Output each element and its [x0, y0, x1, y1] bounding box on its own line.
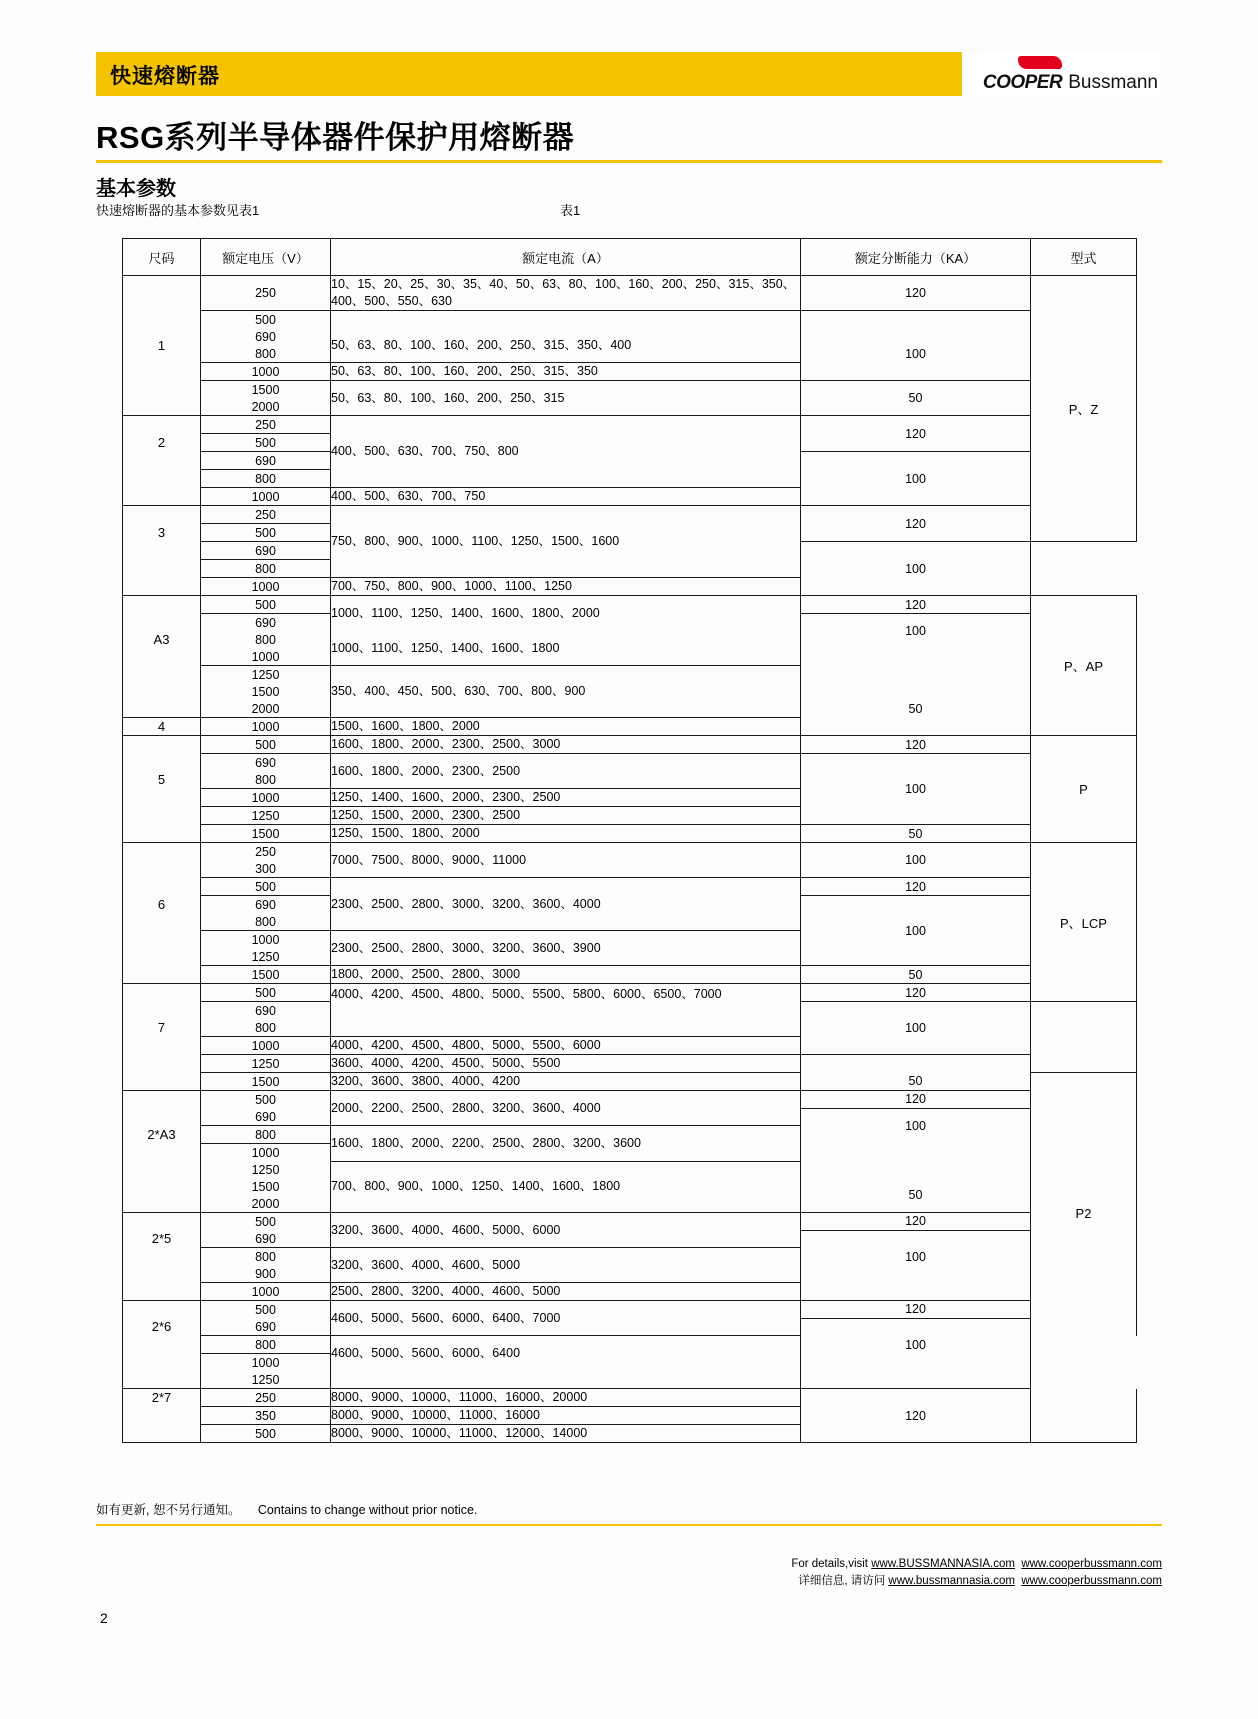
- cell-size: [123, 789, 201, 807]
- cell-voltage: 690: [201, 1230, 331, 1248]
- cell-size: [123, 666, 201, 684]
- cell-size: [123, 913, 201, 931]
- cell-current: 3200、3600、4000、4600、5000、6000: [331, 1213, 801, 1248]
- header-category: 快速熔断器: [110, 65, 220, 88]
- cell-voltage: 500: [201, 1213, 331, 1231]
- cell-current: 8000、9000、10000、11000、12000、14000: [331, 1425, 801, 1443]
- cell-current: 750、800、900、1000、1100、1250、1500、1600: [331, 506, 801, 578]
- cell-size: [123, 1336, 201, 1354]
- footer-note: [96, 1500, 477, 1518]
- cell-current: 3200、3600、4000、4600、5000: [331, 1248, 801, 1283]
- cell-voltage: 800: [201, 1248, 331, 1266]
- cell-voltage: 800: [201, 560, 331, 578]
- cell-voltage: 250: [201, 1389, 331, 1407]
- cell-current: [331, 311, 801, 329]
- header-type: 型式: [1031, 239, 1137, 276]
- cell-breaking: 100: [801, 1108, 1031, 1144]
- cell-breaking: [801, 1144, 1031, 1179]
- cell-size: [123, 1425, 201, 1443]
- cell-voltage: 500: [201, 736, 331, 754]
- cell-current: 1600、1800、2000、2300、2500、3000: [331, 736, 801, 754]
- cell-current: 2300、2500、2800、3000、3200、3600、3900: [331, 931, 801, 966]
- cell-type: [1031, 1389, 1137, 1443]
- cell-size: [123, 683, 201, 700]
- section-heading: 基本参数: [96, 178, 176, 200]
- header-current: 额定电流（A）: [331, 239, 801, 276]
- cell-voltage: 1250: [201, 948, 331, 966]
- cell-voltage: 1000: [201, 1354, 331, 1372]
- cell-voltage: 690: [201, 542, 331, 560]
- table-row: [123, 1301, 1137, 1319]
- cell-breaking: 100: [801, 1002, 1031, 1055]
- cell-size: [123, 1371, 201, 1389]
- cell-type: P: [1031, 736, 1137, 843]
- cell-size: [123, 363, 201, 416]
- table-row: [123, 1213, 1137, 1231]
- cell-size: [123, 1055, 201, 1073]
- cell-current: 7000、7500、8000、9000、11000: [331, 843, 801, 878]
- table-row: [123, 1283, 1137, 1301]
- cell-current: 3200、3600、3800、4000、4200: [331, 1073, 801, 1091]
- cell-size: [123, 1354, 201, 1372]
- cell-voltage: 500: [201, 596, 331, 614]
- cell-breaking: [801, 1371, 1031, 1389]
- page-title: RSG系列半导体器件保护用熔断器: [96, 120, 575, 155]
- cell-voltage: 500: [201, 1425, 331, 1443]
- cell-current: 10、15、20、25、30、35、40、50、63、80、100、160、200、250、315、350、400、500、550、630: [331, 276, 801, 311]
- cell-voltage: 1250: [201, 807, 331, 825]
- cell-voltage: 2000: [201, 398, 331, 416]
- cell-current: 1500、1600、1800、2000: [331, 718, 801, 736]
- cell-breaking: 50: [801, 1073, 1031, 1091]
- cell-current: 4000、4200、4500、4800、5000、5500、6000: [331, 1037, 801, 1055]
- cell-size: 2*6: [123, 1318, 201, 1336]
- cell-size: [123, 754, 201, 772]
- cell-breaking: 120: [801, 736, 1031, 754]
- cell-voltage: 1000: [201, 931, 331, 949]
- cell-size: [123, 1073, 201, 1091]
- cell-voltage: 1500: [201, 1073, 331, 1091]
- cell-voltage: 690: [201, 754, 331, 772]
- cell-voltage: 800: [201, 771, 331, 789]
- footer-details-label: For details,visit: [791, 1558, 872, 1570]
- cell-current: 400、500、630、700、750、800: [331, 416, 801, 488]
- table-row: [123, 754, 1137, 772]
- cooper-swoosh-icon: [1018, 56, 1062, 69]
- cell-current: 350、400、450、500、630、700、800、900: [331, 666, 801, 718]
- table-row: [123, 1091, 1137, 1109]
- table-row: [123, 596, 1137, 614]
- cell-size: [123, 1283, 201, 1301]
- cell-size: [123, 700, 201, 718]
- cell-voltage: 800: [201, 913, 331, 931]
- cell-current: 1800、2000、2500、2800、3000: [331, 966, 801, 984]
- cell-voltage: 690: [201, 328, 331, 345]
- cell-breaking: [801, 311, 1031, 329]
- cell-current: 50、63、80、100、160、200、250、315、350: [331, 363, 801, 381]
- cell-current: 1000、1100、1250、1400、1600、1800: [331, 631, 801, 666]
- footer-links-line-en: [791, 1556, 1162, 1573]
- cell-voltage: 500: [201, 1301, 331, 1319]
- cell-type: P、Z: [1031, 276, 1137, 542]
- table-row: [123, 984, 1137, 1002]
- table-row: [123, 1389, 1137, 1407]
- cell-breaking: 100: [801, 328, 1031, 381]
- cell-voltage: 250: [201, 843, 331, 861]
- cell-size: [123, 878, 201, 896]
- cell-voltage: 690: [201, 1002, 331, 1020]
- cell-size: 2*A3: [123, 1126, 201, 1144]
- cell-breaking: [801, 648, 1031, 683]
- cell-size: [123, 825, 201, 843]
- cell-voltage: 250: [201, 506, 331, 524]
- footer-link-cooperbussmann-cn[interactable]: www.cooperbussmann.com: [1021, 1575, 1162, 1588]
- cell-voltage: 1000: [201, 789, 331, 807]
- cell-voltage: 300: [201, 860, 331, 878]
- cell-size: [123, 560, 201, 578]
- cooper-bussmann-logo: [962, 52, 1162, 96]
- cell-voltage: 800: [201, 631, 331, 648]
- cell-size: 7: [123, 1019, 201, 1037]
- cell-voltage: 1500: [201, 825, 331, 843]
- cell-type: P、LCP: [1031, 843, 1137, 1002]
- cell-breaking: 50: [801, 825, 1031, 843]
- cell-breaking: 120: [801, 506, 1031, 542]
- cell-size: A3: [123, 631, 201, 648]
- cell-size: [123, 488, 201, 506]
- cell-size: 2*5: [123, 1230, 201, 1248]
- cell-voltage: 500: [201, 1091, 331, 1109]
- cell-size: [123, 1265, 201, 1283]
- cell-breaking: 50: [801, 966, 1031, 984]
- cell-size: [123, 452, 201, 470]
- cell-current: 2000、2200、2500、2800、3200、3600、4000: [331, 1091, 801, 1126]
- cell-size: [123, 843, 201, 861]
- cell-type: [1031, 1073, 1137, 1091]
- footer-details-label-cn: 详细信息, 请访问: [798, 1575, 889, 1588]
- cell-breaking: 50: [801, 683, 1031, 736]
- cell-size: [123, 542, 201, 560]
- footer-link-cooperbussmann-en[interactable]: www.cooperbussmann.com: [1021, 1558, 1162, 1570]
- cell-size: 6: [123, 896, 201, 914]
- cell-voltage: 1000: [201, 363, 331, 381]
- cell-voltage: 690: [201, 452, 331, 470]
- cell-voltage: 800: [201, 1126, 331, 1144]
- cell-voltage: 800: [201, 345, 331, 363]
- cell-size: [123, 578, 201, 596]
- cell-size: [123, 596, 201, 614]
- cell-type: P、AP: [1031, 596, 1137, 736]
- section-subheading: 快速熔断器的基本参数见表1: [96, 203, 260, 218]
- table-row: [123, 1055, 1137, 1073]
- cell-breaking: 120: [801, 416, 1031, 452]
- footer-divider: [96, 1524, 1162, 1526]
- cell-voltage: 1250: [201, 1371, 331, 1389]
- cell-current: 700、800、900、1000、1250、1400、1600、1800: [331, 1161, 801, 1213]
- cell-size: [123, 276, 201, 329]
- table-row: [123, 328, 1137, 345]
- cell-current: 1250、1500、2000、2300、2500: [331, 807, 801, 825]
- header-voltage: 额定电压（V）: [201, 239, 331, 276]
- cell-breaking: 100: [801, 452, 1031, 506]
- cell-voltage: 500: [201, 878, 331, 896]
- cell-breaking: 100: [801, 754, 1031, 825]
- cell-breaking: 100: [801, 1230, 1031, 1283]
- table-row: [123, 825, 1137, 843]
- parameters-table: [122, 238, 1137, 1443]
- header-breaking: 额定分断能力（KA）: [801, 239, 1031, 276]
- cell-size: [123, 1178, 201, 1195]
- cell-breaking: 100: [801, 1318, 1031, 1371]
- table-row: [123, 736, 1137, 754]
- cell-breaking: 120: [801, 596, 1031, 614]
- cell-breaking: 120: [801, 276, 1031, 311]
- table-row: [123, 311, 1137, 329]
- cell-size: [123, 966, 201, 984]
- cell-voltage: 2000: [201, 1195, 331, 1213]
- cell-voltage: 1000: [201, 718, 331, 736]
- table-row: [123, 1371, 1137, 1389]
- logo-bussmann-text: Bussmann: [1068, 72, 1158, 93]
- cell-size: [123, 984, 201, 1002]
- cell-size: 2: [123, 434, 201, 452]
- cell-type: P2: [1031, 1091, 1137, 1336]
- cell-size: [123, 470, 201, 488]
- cell-voltage: 900: [201, 1265, 331, 1283]
- cell-size: [123, 948, 201, 966]
- cell-voltage: 1500: [201, 381, 331, 399]
- cell-size: 2*7: [123, 1389, 201, 1407]
- cell-voltage: 1250: [201, 666, 331, 684]
- table-row: [123, 843, 1137, 861]
- cell-breaking: 100: [801, 843, 1031, 878]
- cell-current: 1000、1100、1250、1400、1600、1800、2000: [331, 596, 801, 632]
- page-number: 2: [100, 1610, 108, 1626]
- cell-size: 5: [123, 771, 201, 789]
- cell-voltage: 1000: [201, 1144, 331, 1162]
- cell-current: 700、750、800、900、1000、1100、1250: [331, 578, 801, 596]
- title-divider: [96, 160, 1162, 163]
- cell-voltage: 1500: [201, 1178, 331, 1195]
- table-row: [123, 878, 1137, 896]
- cell-breaking: 120: [801, 984, 1031, 1002]
- cell-breaking: [801, 1055, 1031, 1073]
- cell-voltage: 1000: [201, 578, 331, 596]
- cell-size: 4: [123, 718, 201, 736]
- cell-size: [123, 736, 201, 754]
- cell-size: 3: [123, 524, 201, 542]
- cell-voltage: 800: [201, 1336, 331, 1354]
- cell-voltage: 690: [201, 614, 331, 632]
- logo-cooper-text: COOPER: [982, 72, 1063, 93]
- cell-breaking: 100: [801, 614, 1031, 649]
- header-size: 尺码: [123, 239, 201, 276]
- table-row: [123, 966, 1137, 984]
- cell-voltage: 1500: [201, 683, 331, 700]
- cell-voltage: 1000: [201, 1037, 331, 1055]
- cell-size: [123, 931, 201, 949]
- cell-voltage: 1000: [201, 488, 331, 506]
- cell-current: 4600、5000、5600、6000、6400: [331, 1336, 801, 1372]
- cell-size: [123, 506, 201, 524]
- footer-links-line-cn: [791, 1573, 1162, 1590]
- cell-voltage: 1250: [201, 1055, 331, 1073]
- cell-size: [123, 1002, 201, 1020]
- cell-breaking: 100: [801, 542, 1031, 596]
- cell-size: [123, 1301, 201, 1319]
- cell-breaking: 120: [801, 1213, 1031, 1231]
- cell-current: 3600、4000、4200、4500、5000、5500: [331, 1055, 801, 1073]
- cell-current: 8000、9000、10000、11000、16000: [331, 1407, 801, 1425]
- cell-current: 4000、4200、4500、4800、5000、5500、5800、6000、6500、7000: [331, 984, 801, 1037]
- cell-current: 1250、1400、1600、2000、2300、2500: [331, 789, 801, 807]
- footer-link-bussmannasia-cn[interactable]: www.bussmannasia.com: [888, 1575, 1015, 1588]
- cell-size: [123, 1108, 201, 1126]
- table-caption: 表1: [560, 203, 581, 218]
- footer-link-bussmannasia-en[interactable]: www.BUSSMANNASIA.com: [871, 1558, 1015, 1570]
- cell-size: [123, 1195, 201, 1213]
- table-row: [123, 381, 1137, 399]
- table-row: [123, 416, 1137, 434]
- cell-voltage: 800: [201, 1019, 331, 1037]
- cell-breaking: 100: [801, 896, 1031, 966]
- cell-voltage: 500: [201, 434, 331, 452]
- cell-voltage: 800: [201, 470, 331, 488]
- cell-size: [123, 614, 201, 632]
- cell-voltage: 500: [201, 984, 331, 1002]
- cell-voltage: 1500: [201, 966, 331, 984]
- cell-breaking: 50: [801, 1178, 1031, 1213]
- cell-breaking: 120: [801, 1091, 1031, 1109]
- cell-voltage: 500: [201, 311, 331, 329]
- cell-size: [123, 648, 201, 666]
- cell-current: 4600、5000、5600、6000、6400、7000: [331, 1301, 801, 1336]
- footer-note-cn: 如有更新, 恕不另行通知。: [96, 1503, 241, 1517]
- cell-voltage: 690: [201, 896, 331, 914]
- cell-voltage: 1000: [201, 1283, 331, 1301]
- cell-current: 50、63、80、100、160、200、250、315、350、400: [331, 328, 801, 363]
- cell-current: 1250、1500、1800、2000: [331, 825, 801, 843]
- cell-voltage: 690: [201, 1108, 331, 1126]
- cell-breaking: 120: [801, 878, 1031, 896]
- cell-size: [123, 1248, 201, 1266]
- cell-breaking: 50: [801, 381, 1031, 416]
- cell-size: [123, 807, 201, 825]
- table-header-row: [123, 239, 1137, 276]
- cell-voltage: 690: [201, 1318, 331, 1336]
- cell-current: 2500、2800、3200、4000、4600、5000: [331, 1283, 801, 1301]
- cell-size: [123, 1407, 201, 1425]
- cell-voltage: 250: [201, 416, 331, 434]
- cell-voltage: 350: [201, 1407, 331, 1425]
- cell-current: 1600、1800、2000、2200、2500、2800、3200、3600: [331, 1126, 801, 1162]
- cell-current: 400、500、630、700、750: [331, 488, 801, 506]
- cell-voltage: 500: [201, 524, 331, 542]
- cell-size: [123, 1144, 201, 1162]
- cell-current: 8000、9000、10000、11000、16000、20000: [331, 1389, 801, 1407]
- cell-current: 2300、2500、2800、3000、3200、3600、4000: [331, 878, 801, 931]
- footer-note-en: Contains to change without prior notice.: [257, 1503, 478, 1517]
- table-row: [123, 1073, 1137, 1091]
- cell-current: 1600、1800、2000、2300、2500: [331, 754, 801, 789]
- table-row: [123, 276, 1137, 311]
- cell-current: [331, 1371, 801, 1389]
- cell-breaking: 120: [801, 1301, 1031, 1319]
- cell-size: [123, 1037, 201, 1055]
- footer-links: [791, 1556, 1162, 1591]
- cell-current: 50、63、80、100、160、200、250、315: [331, 381, 801, 416]
- cell-size: [123, 416, 201, 434]
- cell-size: [123, 1091, 201, 1109]
- cell-size: 1: [123, 328, 201, 363]
- cell-size: [123, 1213, 201, 1231]
- cell-voltage: 1250: [201, 1161, 331, 1178]
- cell-voltage: 1000: [201, 648, 331, 666]
- cell-voltage: 2000: [201, 700, 331, 718]
- cell-size: [123, 860, 201, 878]
- cell-size: [123, 1161, 201, 1178]
- table-row: [123, 506, 1137, 524]
- cell-breaking: 120: [801, 1389, 1031, 1443]
- cell-voltage: 250: [201, 276, 331, 311]
